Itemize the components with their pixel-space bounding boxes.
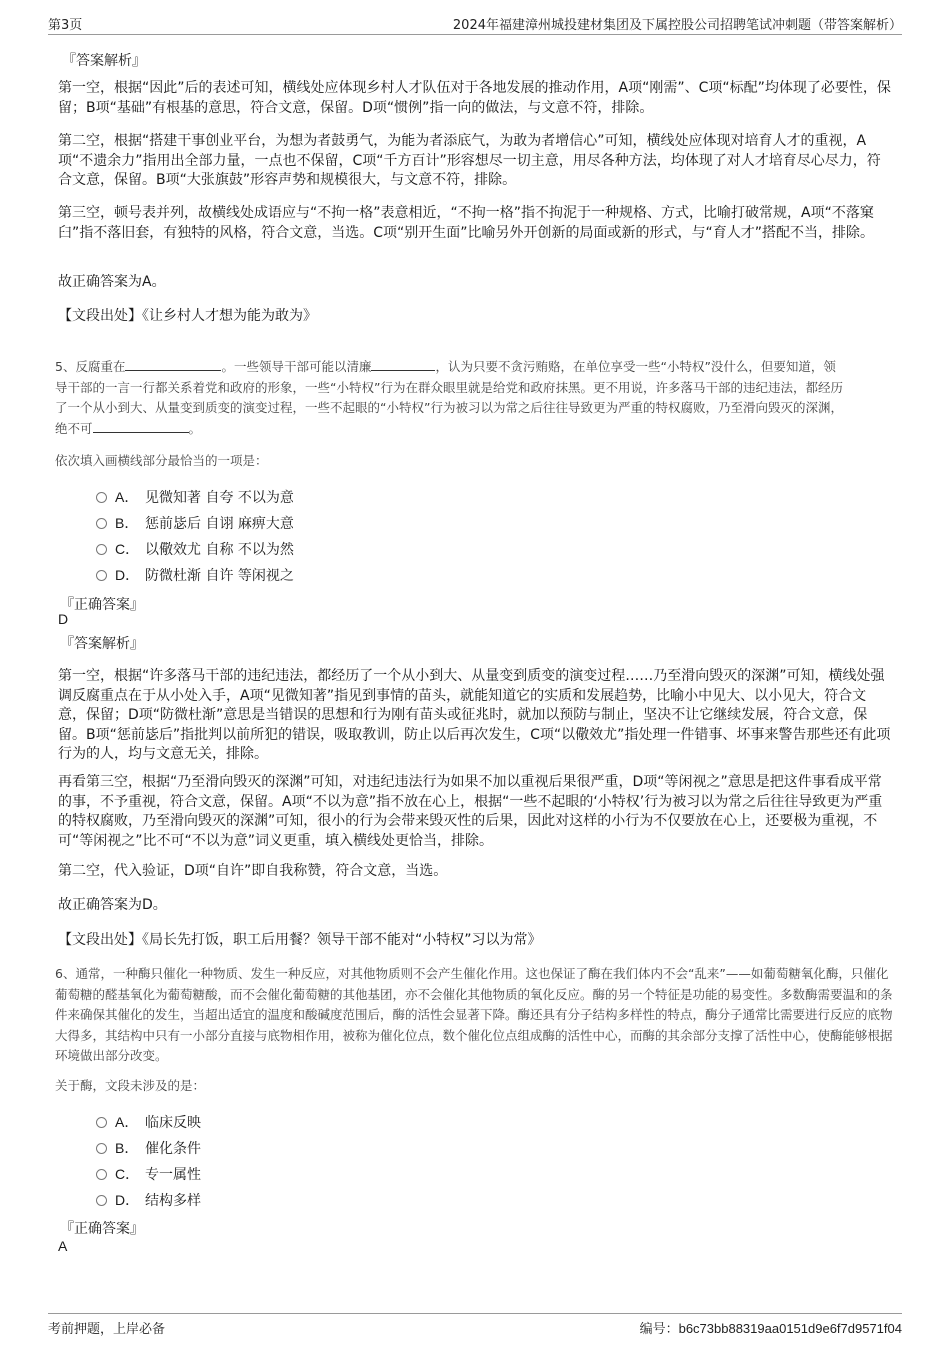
page-header (48, 12, 902, 35)
q5-answer-label: 『正确答案』 (60, 597, 144, 613)
footer-slogan: 考前押题，上岸必备 (48, 1322, 166, 1337)
q6-option-c[interactable]: C． 专一属性 (96, 1163, 201, 1185)
q5-prompt: 依次填入画横线部分最恰当的一项是： (55, 453, 268, 468)
q6-option-a[interactable]: A． 临床反映 (96, 1111, 201, 1133)
q5-source: 【文段出处】《局长先打饭，职工后用餐？领导干部不能对“小特权”习以为常》 (58, 932, 542, 948)
q4-analysis-label: 『答案解析』 (62, 53, 146, 69)
page-number: 第3页 (48, 18, 83, 33)
q5-analysis-p1: 第一空，根据“许多落马干部的违纪违法，都经历了一个从小到大、从量变到质变的演变过程……乃至滑向毁灭的深渊”可知，横线处强调反腐重点在于从小处入手，A项“见微知著”指见到事情的苗头，就能知道它的实质和发展趋势，比喻小中见大、以小见大，符合文意，保留；D项“防微杜渐”意思是当错误的思想和行为刚有苗头或征兆时，就加以预防与制止，坚决不让它继续发展，符合文意，保留。B项“惩前毖后”指批判以前所犯的错误，吸取教训，防止以后再次发生，C项“以儆效尤”指处理一件错事、坏事来警告那些还有此项行为的人，均与文意无关，排除。 (58, 668, 891, 762)
document-code: 编号：b6c73bb88319aa0151d9e6f7d9571f04 (639, 1321, 902, 1337)
q6-prompt: 关于酶，文段未涉及的是： (55, 1078, 206, 1093)
q4-analysis-p1: 第一空，根据“因此”后的表述可知，横线处应体现乡村人才队伍对于各地发展的推动作用，A项“刚需”、C项“标配”均体现了必要性，保留；B项“基础”有根基的意思，符合文意，保留。D项“惯例”指一向的做法，与文意不符，排除。 (58, 80, 891, 116)
q6-stem: 6、通常，一种酶只催化一种物质、发生一种反应，对其他物质则不会产生催化作用。这也保证了酶在我们体内不会“乱来”——如葡萄糖氧化酶，只催化葡萄糖的醛基氧化为葡萄糖酸，而不会催化葡萄糖的其他基团，亦不会催化其他物质的氧化反应。酶的另一个特征是功能的易变性。多数酶需要温和的条件来确保其催化的发生，当超出适宜的温度和酸碱度范围后，酶的活性会显著下降。酶还具有分子结构多样性的特点，酶分子通常比需要进行反应的底物大得多，其结构中只有一小部分直接与底物相作用，被称为催化位点，数个催化位点组成酶的活性中心，而酶的其余部分支撑了活性中心，使酶能够根据环境做出部分改变。 (55, 966, 893, 1063)
radio-icon[interactable] (96, 1169, 107, 1180)
blank-3 (93, 420, 189, 433)
radio-icon[interactable] (96, 492, 107, 503)
q5-option-a[interactable]: A． 见微知著 自夸 不以为意 (96, 486, 294, 508)
q5-stem: 5、反腐重在 。一些领导干部可能以清廉 ，认为只要不贪污贿赂，在单位享受一些“小特权”没什么，但要知道，领 导干部的一言一行都关系着党和政府的形象，一些“小特权”行为在群众眼里就是给党和政府抹黑。更不用说，许多落马干部的违纪违法，都经历 了一个从小到大、从量变到质变的演变过程，一些不起眼的“小特权”行为被习以为常之后往往导致更为严重的特权腐败，乃至滑向毁灭的深渊， 绝不可 。 (55, 359, 843, 436)
q6-answer: A (58, 1238, 68, 1254)
q6-answer-label: 『正确答案』 (60, 1221, 144, 1237)
q6-option-b[interactable]: B． 催化条件 (96, 1137, 201, 1159)
blank-1 (125, 358, 221, 371)
radio-icon[interactable] (96, 1143, 107, 1154)
q6-option-d[interactable]: D． 结构多样 (96, 1189, 201, 1211)
page-footer (48, 1313, 902, 1338)
q5-option-b[interactable]: B． 惩前毖后 自诩 麻痹大意 (96, 512, 294, 534)
radio-icon[interactable] (96, 570, 107, 581)
q5-option-c[interactable]: C． 以儆效尤 自称 不以为然 (96, 538, 294, 560)
radio-icon[interactable] (96, 1195, 107, 1206)
radio-icon[interactable] (96, 518, 107, 529)
q5-analysis-p2: 再看第三空，根据“乃至滑向毁灭的深渊”可知，对违纪违法行为如果不加以重视后果很严重，D项“等闲视之”意思是把这件事看成平常的事，不予重视，符合文意，保留。A项“不以为意”指不放在心上，根据“一些不起眼的‘小特权’行为被习以为常之后往往导致更为严重的特权腐败，乃至滑向毁灭的深渊”可知，很小的行为会带来毁灭性的后果，因此对这样的小行为不仅要放在心上，还要极为重视，不可“等闲视之”比不可“不以为意”词义更重，填入横线处更恰当，排除。 (58, 774, 883, 849)
q5-conclusion: 故正确答案为D。 (58, 897, 167, 913)
q4-conclusion: 故正确答案为A。 (58, 274, 166, 290)
q4-analysis-p2: 第二空，根据“搭建干事创业平台，为想为者鼓勇气，为能为者添底气，为敢为者增信心”可知，横线处应体现对培育人才的重视，A项“不遗余力”指用出全部力量，一点也不保留，C项“千方百计”形容想尽一切主意，用尽各种方法，均体现了对人才培育尽心尽力，符合文意，保留。B项“大张旗鼓”形容声势和规模很大，与文意不符，排除。 (58, 133, 881, 188)
document-title: 2024年福建漳州城投建材集团及下属控股公司招聘笔试冲刺题（带答案解析） (452, 18, 902, 33)
q4-analysis-p3: 第三空，顿号表并列，故横线处成语应与“不拘一格”表意相近，“不拘一格”指不拘泥于一种规格、方式，比喻打破常规，A项“不落窠臼”指不落旧套，有独特的风格，符合文意，当选。C项“别开生面”比喻另外开创新的局面或新的形式，与“育人才”搭配不当，排除。 (58, 205, 875, 241)
q5-analysis-label: 『答案解析』 (60, 636, 144, 652)
radio-icon[interactable] (96, 1117, 107, 1128)
q4-source: 【文段出处】《让乡村人才想为能为敢为》 (58, 308, 317, 324)
radio-icon[interactable] (96, 544, 107, 555)
q5-option-d[interactable]: D． 防微杜渐 自许 等闲视之 (96, 564, 294, 586)
q5-analysis-p3: 第二空，代入验证，D项“自许”即自我称赞，符合文意，当选。 (58, 863, 448, 879)
q5-answer: D (58, 611, 69, 627)
blank-2 (371, 358, 435, 371)
